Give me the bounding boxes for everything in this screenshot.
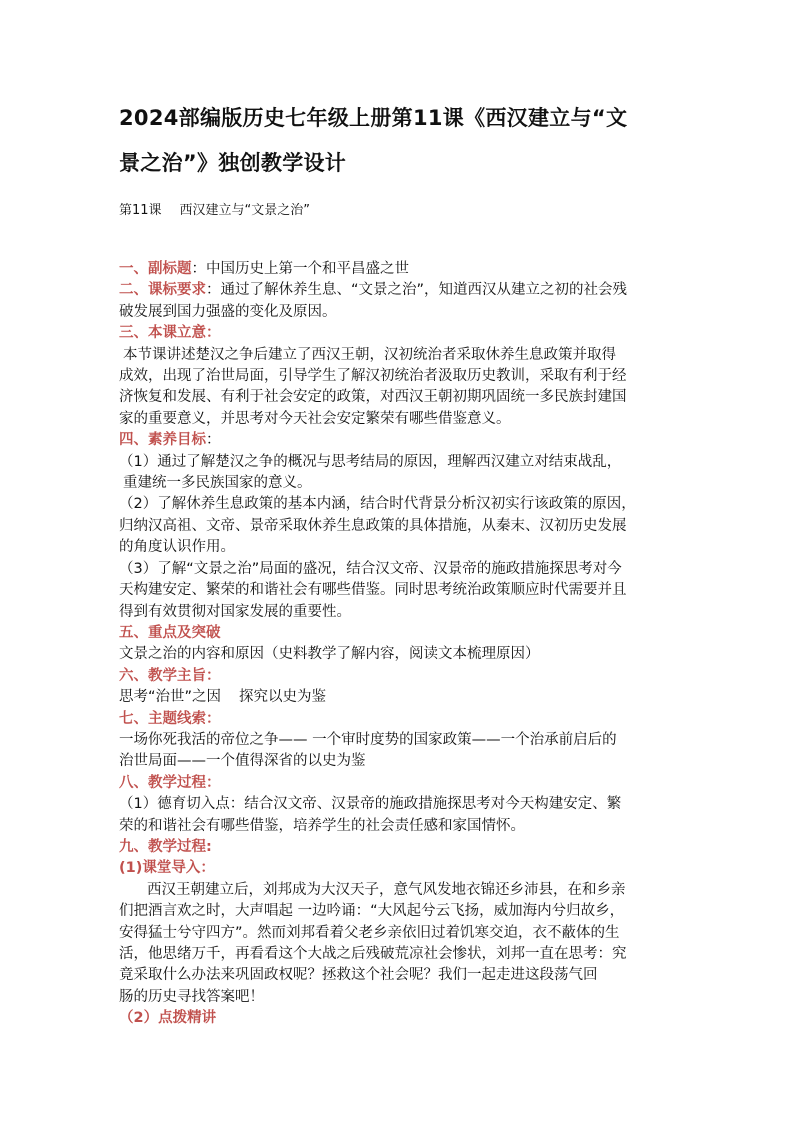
section-theme: 七、主题线索： [119,710,221,727]
subsection-heading: （2）点拨精讲 [119,1010,217,1027]
paragraph-line: 治世局面——一个值得深省的以史为鉴 [119,753,366,770]
paragraph-line: 归纳汉高祖、文帝、景帝采取休养生息政策的具体措施，从秦末、汉初历史发展 [119,517,627,534]
paragraph-line: 肠的历史寻找答案吧！ [119,988,264,1005]
section-heading: 二、课标要求 [119,282,206,299]
paragraph-line: 荣的和谐社会有哪些借鉴，培养学生的社会责任感和家国情怀。 [119,817,525,834]
subsection-intro [119,858,681,879]
section-teaching-steps: 九、教学过程: [119,838,212,855]
section-heading: 八、教学过程 [119,774,206,791]
section-curriculum: 二、课标要求：通过了解休养生息、“文景之治”，知道西汉从建立之初的社会残 [119,282,628,299]
paragraph-line: 们把酒言欢之时，大声唱起 一边吟诵：“大风起兮云飞扬，威加海内兮归故乡， [119,903,625,920]
paragraph-line: 安得猛士兮守四方”。然而刘邦看着父老乡亲依旧过着饥寒交迫，衣不蔽体的生 [119,924,620,941]
document-body [119,259,681,1030]
section-heading: 六、教学主旨 [119,667,206,684]
subsection-heading: (1)课堂导入： [119,860,215,877]
paragraph-line: 天构建安定、繁荣的和谐社会有哪些借鉴。同时思考统治政策顺应时代需要并且 [119,582,627,599]
paragraph-line: 得到有效贯彻对国家发展的重要性。 [119,603,351,620]
document-title-line-1: 2024部编版历史七年级上册第11课《西汉建立与“文 [119,106,628,130]
lesson-number: 第11课 [119,203,162,218]
lesson-name: 西汉建立与“文景之治” [179,203,311,218]
section-purpose: 六、教学主旨： [119,667,221,684]
document-title-line-2: 景之治”》独创教学设计 [119,151,347,175]
paragraph-line: 竟采取什么办法来巩固政权呢？拯救这个社会呢？我们一起走进这段荡气回 [119,967,598,984]
section-intent: 三、本课立意： [119,325,221,342]
section-heading: 七、主题线索 [119,710,206,727]
section-process: 八、教学过程： [119,774,221,791]
paragraph-line: 本节课讲述楚汉之争后建立了西汉王朝，汉初统治者采取休养生息政策并取得 [123,346,616,363]
paragraph-line: 思考“治世”之因 探究以史为鉴 [119,689,327,706]
paragraph-line: 济恢复和发展、有利于社会安定的政策，对西汉王朝初期巩固统一多民族封建国 [119,389,627,406]
section-text: 中国历史上第一个和平昌盛之世 [206,261,409,277]
section-goals: 四、素养目标： [119,432,221,449]
paragraph-line: （1）德育切入点：结合汉文帝、汉景帝的施政措施探思考对今天构建安定、繁 [119,796,622,813]
section-heading: 一、副标题 [119,261,192,277]
section-heading: 四、素养目标 [119,432,206,449]
paragraph-line: （2）了解休养生息政策的基本内涵，结合时代背景分析汉初实行该政策的原因， [119,496,636,513]
paragraph-line: 家的重要意义，并思考对今天社会安定繁荣有哪些借鉴意义。 [119,410,511,427]
paragraph-line: 一场你死我活的帝位之争—— 一个审时度势的国家政策——一个治承前启后的 [119,731,617,748]
section-heading: 三、本课立意 [119,325,206,342]
section-heading: 九、教学过程 [119,838,206,855]
paragraph-line: （1）通过了解楚汉之争的概况与思考结局的原因，理解西汉建立对结束战乱， [119,453,622,470]
document-page [119,96,681,1030]
paragraph-line: 重建统一多民族国家的意义。 [123,475,312,492]
paragraph-line: （3）了解“文景之治”局面的盛况，结合汉文帝、汉景帝的施政措施探思考对今 [119,560,622,577]
section-heading: 五、重点及突破 [119,624,221,641]
section-key-points [119,623,681,644]
paragraph-line: 文景之治的内容和原因（史料教学了解内容，阅读文本梳理原因） [119,646,540,663]
document-title [119,96,681,186]
paragraph-line: 西汉王朝建立后，刘邦成为大汉天子，意气风发地衣锦还乡沛县，在和乡亲 [147,881,626,898]
paragraph-line: 活，他思绪万千，再看看这个大战之后残破荒凉社会惨状，刘邦一直在思考：究 [119,946,627,962]
section-text: 通过了解休养生息、“文景之治”，知道西汉从建立之初的社会残 [220,282,628,299]
section-text-line: 破发展到国力强盛的变化及原因。 [119,303,337,320]
section-subtitle: 一、副标题：中国历史上第一个和平昌盛之世 [119,261,409,277]
subsection-explain [119,1008,681,1029]
paragraph-line: 成效，出现了治世局面，引导学生了解汉初统治者汲取历史教训，采取有利于经 [119,368,627,385]
paragraph-line: 的角度认识作用。 [119,539,235,556]
lesson-subtitle [119,201,681,221]
